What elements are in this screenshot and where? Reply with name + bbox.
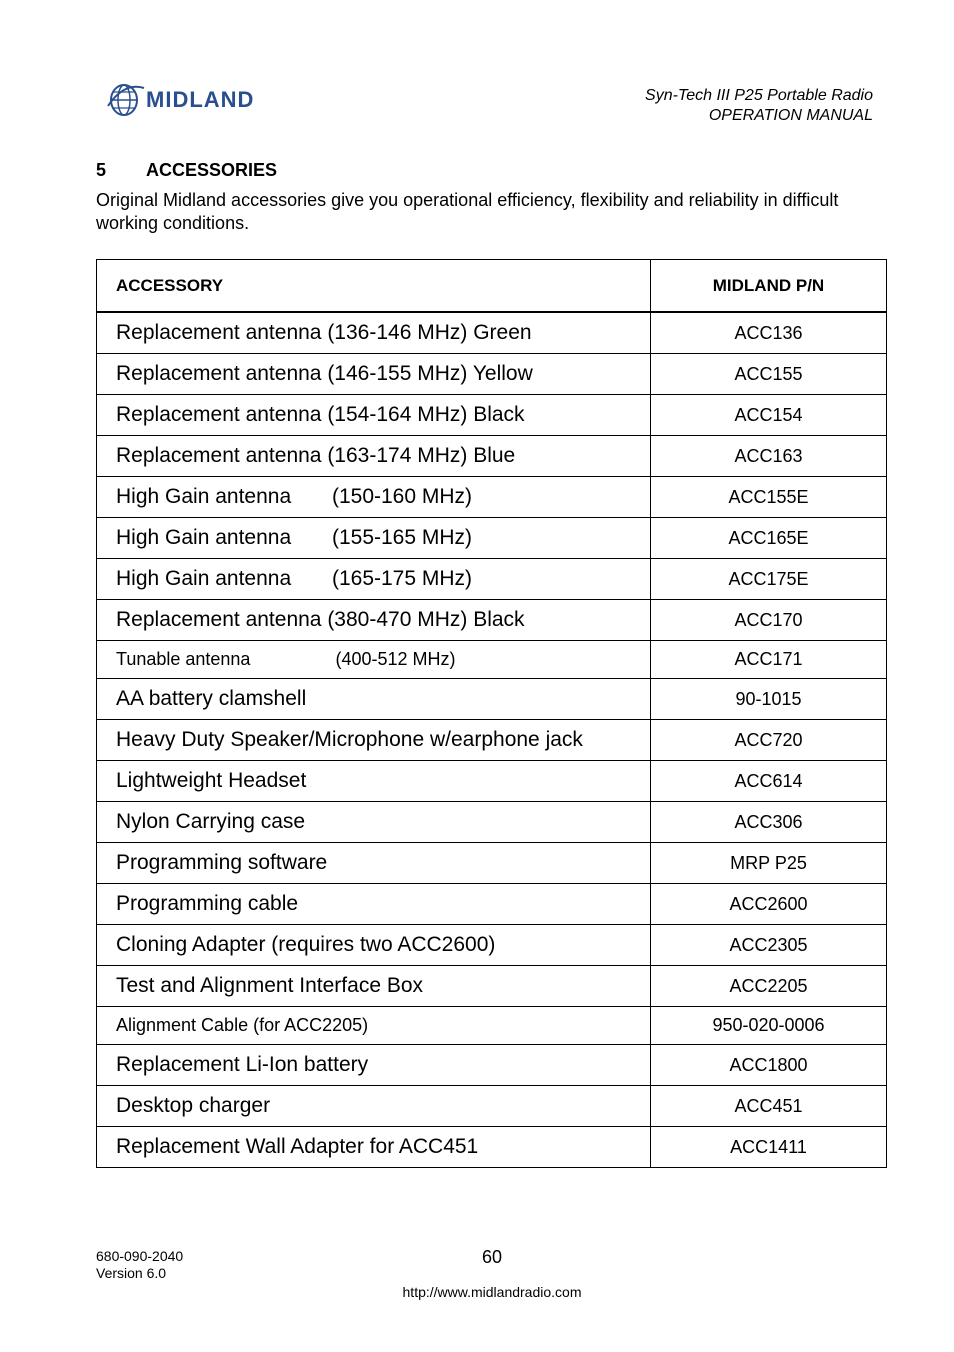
accessory-name: Replacement antenna (146-155 MHz) Yellow (97, 354, 651, 395)
part-number: ACC2600 (651, 884, 887, 925)
accessory-name: Replacement antenna (136-146 MHz) Green (97, 312, 651, 354)
document-title (645, 86, 873, 126)
table-row (97, 1045, 887, 1086)
table-header-row (97, 260, 887, 313)
accessory-name: High Gain antenna (150-160 MHz) (97, 477, 651, 518)
table-row (97, 884, 887, 925)
part-number: ACC1411 (651, 1127, 887, 1168)
table-row (97, 761, 887, 802)
part-number: MRP P25 (651, 843, 887, 884)
accessory-name: Replacement antenna (154-164 MHz) Black (97, 395, 651, 436)
accessory-name: Replacement Li-Ion battery (97, 1045, 651, 1086)
table-row (97, 312, 887, 354)
part-number: ACC155 (651, 354, 887, 395)
accessory-name: Programming software (97, 843, 651, 884)
section-heading (96, 160, 277, 181)
footer-url: http://www.midlandradio.com (402, 1284, 582, 1300)
accessory-name: Heavy Duty Speaker/Microphone w/earphone jack (97, 720, 651, 761)
table-row (97, 843, 887, 884)
table-row (97, 641, 887, 679)
part-number: ACC614 (651, 761, 887, 802)
table-row (97, 354, 887, 395)
table-row (97, 600, 887, 641)
midland-logo (106, 78, 306, 122)
table-row (97, 1007, 887, 1045)
table-row (97, 802, 887, 843)
accessory-name: Replacement Wall Adapter for ACC451 (97, 1127, 651, 1168)
accessory-name: AA battery clamshell (97, 679, 651, 720)
part-number: ACC154 (651, 395, 887, 436)
page-number: 60 (481, 1247, 503, 1267)
accessory-name: High Gain antenna (155-165 MHz) (97, 518, 651, 559)
accessory-name: Replacement antenna (380-470 MHz) Black (97, 600, 651, 641)
part-number: 90-1015 (651, 679, 887, 720)
accessory-name: Desktop charger (97, 1086, 651, 1127)
section-intro: Original Midland accessories give you operational efficiency, flexibility and reliability in difficult working conditions. (96, 190, 839, 233)
part-number: ACC2205 (651, 966, 887, 1007)
document-number: 680-090-2040 (96, 1248, 184, 1264)
logo-wordmark: MIDLAND (146, 87, 255, 112)
part-number: ACC165E (651, 518, 887, 559)
column-header-accessory: ACCESSORY (97, 260, 651, 313)
accessory-name: Nylon Carrying case (97, 802, 651, 843)
part-number: ACC451 (651, 1086, 887, 1127)
part-number: ACC171 (651, 641, 887, 679)
table-row (97, 679, 887, 720)
accessory-name: High Gain antenna (165-175 MHz) (97, 559, 651, 600)
part-number: ACC155E (651, 477, 887, 518)
document-title-line2: OPERATION MANUAL (708, 107, 873, 124)
table-row (97, 559, 887, 600)
accessory-name: Lightweight Headset (97, 761, 651, 802)
part-number: ACC306 (651, 802, 887, 843)
globe-icon (106, 78, 146, 122)
section-title: ACCESSORIES (146, 160, 278, 180)
table-row (97, 1086, 887, 1127)
part-number: ACC2305 (651, 925, 887, 966)
table-row (97, 518, 887, 559)
part-number: ACC163 (651, 436, 887, 477)
table-row (97, 925, 887, 966)
document-title-line1: Syn-Tech III P25 Portable Radio (645, 87, 873, 104)
table-row (97, 966, 887, 1007)
table-row (97, 720, 887, 761)
column-header-part-number: MIDLAND P/N (651, 260, 887, 313)
document-version: Version 6.0 (96, 1265, 167, 1281)
accessory-name: Programming cable (97, 884, 651, 925)
section-number: 5 (96, 160, 107, 180)
part-number: ACC175E (651, 559, 887, 600)
part-number: ACC720 (651, 720, 887, 761)
table-row (97, 1127, 887, 1168)
part-number: ACC1800 (651, 1045, 887, 1086)
part-number: 950-020-0006 (651, 1007, 887, 1045)
accessories-table (96, 259, 887, 1168)
accessory-name: Test and Alignment Interface Box (97, 966, 651, 1007)
accessory-name: Cloning Adapter (requires two ACC2600) (97, 925, 651, 966)
part-number: ACC136 (651, 312, 887, 354)
accessory-name: Tunable antenna (400-512 MHz) (97, 641, 651, 679)
part-number: ACC170 (651, 600, 887, 641)
table-row (97, 436, 887, 477)
table-row (97, 477, 887, 518)
accessory-name: Replacement antenna (163-174 MHz) Blue (97, 436, 651, 477)
table-row (97, 395, 887, 436)
accessory-name: Alignment Cable (for ACC2205) (97, 1007, 651, 1045)
